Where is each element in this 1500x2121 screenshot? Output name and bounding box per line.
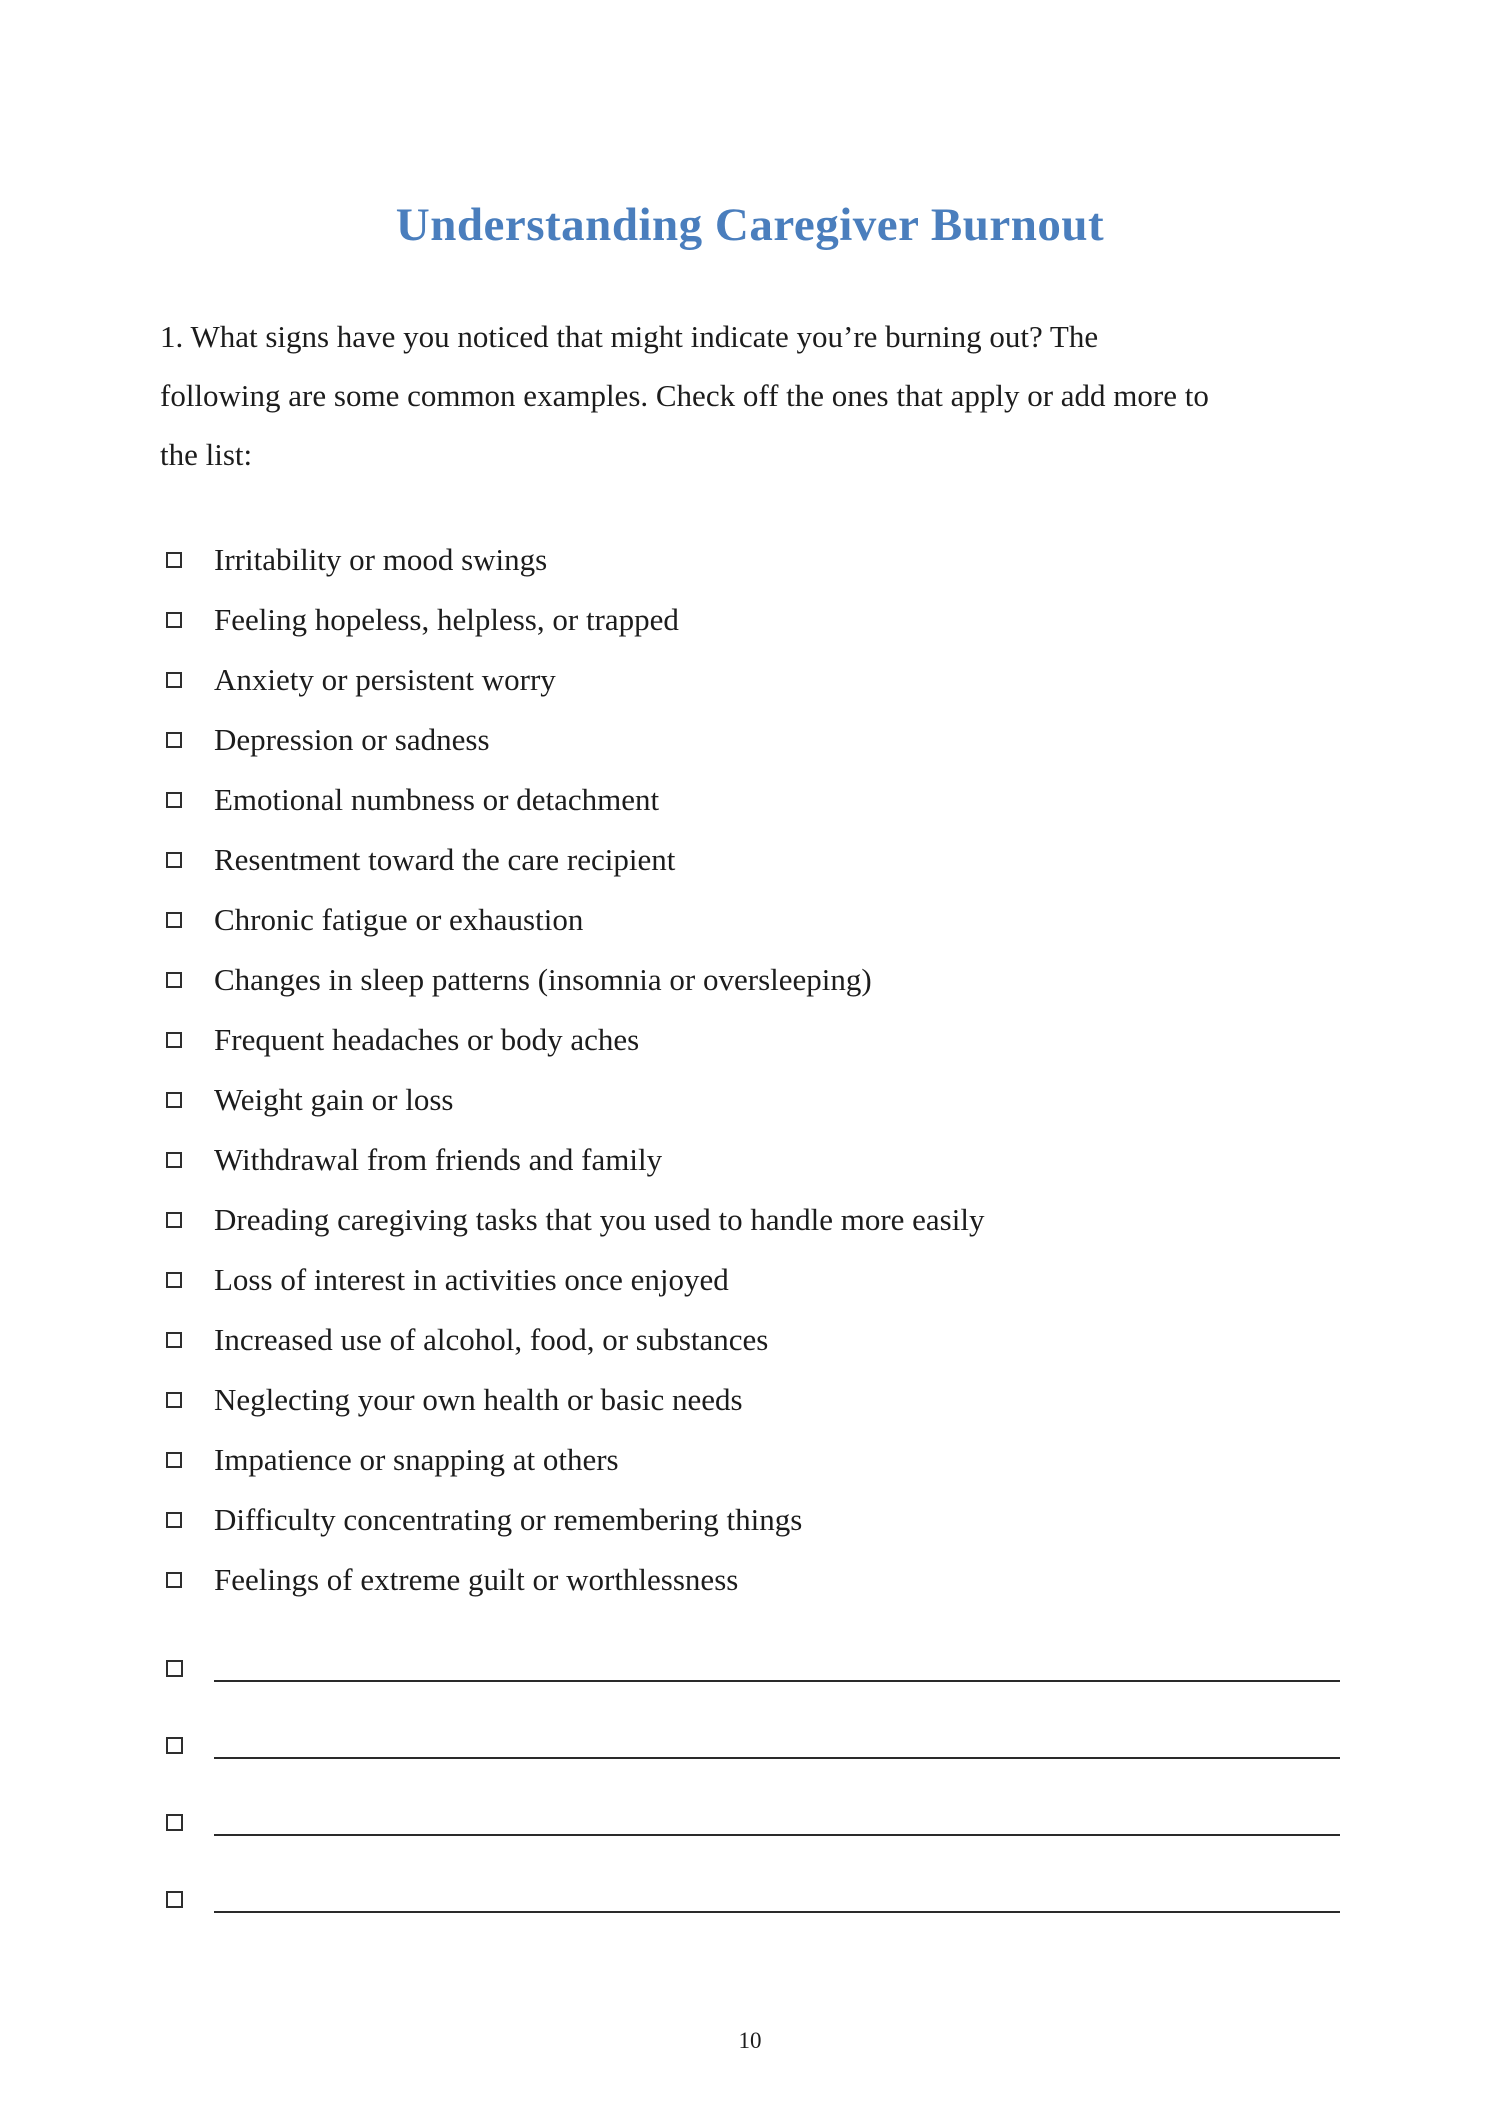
checkbox[interactable] — [166, 1452, 182, 1468]
checklist-item — [160, 1370, 1340, 1430]
checklist-item — [160, 530, 1340, 590]
checkbox[interactable] — [166, 1092, 182, 1108]
checkbox[interactable] — [166, 1737, 183, 1754]
checklist-item-label: Impatience or snapping at others — [214, 1442, 619, 1477]
checkbox[interactable] — [166, 1032, 182, 1048]
write-in-row — [160, 1707, 1340, 1784]
write-in-line[interactable] — [214, 1757, 1340, 1759]
checkbox[interactable] — [166, 792, 182, 808]
checklist-item-label: Anxiety or persistent worry — [214, 662, 556, 697]
checklist-item-label: Withdrawal from friends and family — [214, 1142, 663, 1177]
checklist-item — [160, 650, 1340, 710]
checkbox[interactable] — [166, 1814, 183, 1831]
checkbox[interactable] — [166, 1891, 183, 1908]
checklist-item — [160, 1130, 1340, 1190]
checkbox[interactable] — [166, 1392, 182, 1408]
checkbox[interactable] — [166, 1572, 182, 1588]
checklist-item — [160, 1310, 1340, 1370]
checklist-item-label: Feeling hopeless, helpless, or trapped — [214, 602, 679, 637]
checkbox[interactable] — [166, 552, 182, 568]
checklist-item-label: Changes in sleep patterns (insomnia or oversleeping) — [214, 962, 872, 997]
checklist-item-label: Chronic fatigue or exhaustion — [214, 902, 584, 937]
checkbox[interactable] — [166, 1660, 183, 1677]
write-in-section — [160, 1630, 1340, 1938]
write-in-row — [160, 1784, 1340, 1861]
checklist-item — [160, 1250, 1340, 1310]
write-in-line[interactable] — [214, 1680, 1340, 1682]
checklist-item-label: Weight gain or loss — [214, 1082, 454, 1117]
checklist-item-label: Irritability or mood swings — [214, 542, 548, 577]
checklist-item — [160, 770, 1340, 830]
checkbox[interactable] — [166, 1272, 182, 1288]
write-in-row — [160, 1630, 1340, 1707]
checklist-item — [160, 1430, 1340, 1490]
checklist-item-label: Dreading caregiving tasks that you used to handle more easily — [214, 1202, 985, 1237]
checklist-item — [160, 830, 1340, 890]
checkbox[interactable] — [166, 1332, 182, 1348]
page-number: 10 — [738, 2028, 762, 2053]
checkbox[interactable] — [166, 1152, 182, 1168]
checklist-item — [160, 590, 1340, 650]
checkbox[interactable] — [166, 972, 182, 988]
checklist-item — [160, 890, 1340, 950]
checklist-item — [160, 1010, 1340, 1070]
checklist-item-label: Feelings of extreme guilt or worthlessness — [214, 1562, 739, 1597]
checklist-item — [160, 1550, 1340, 1610]
checklist-item — [160, 1070, 1340, 1130]
checklist-item-label: Emotional numbness or detachment — [214, 782, 660, 817]
checkbox[interactable] — [166, 1512, 182, 1528]
checklist-item-label: Resentment toward the care recipient — [214, 842, 676, 877]
checkbox[interactable] — [166, 672, 182, 688]
write-in-line[interactable] — [214, 1834, 1340, 1836]
checklist-item — [160, 710, 1340, 770]
checklist-item-label: Depression or sadness — [214, 722, 490, 757]
checklist-item — [160, 1490, 1340, 1550]
checklist-item-label: Difficulty concentrating or remembering things — [214, 1502, 803, 1537]
checklist-item — [160, 950, 1340, 1010]
checkbox[interactable] — [166, 612, 182, 628]
burnout-signs-checklist — [160, 530, 1340, 1610]
write-in-line[interactable] — [214, 1911, 1340, 1913]
checklist-item-label: Neglecting your own health or basic needs — [214, 1382, 743, 1417]
checklist-item — [160, 1190, 1340, 1250]
checkbox[interactable] — [166, 732, 182, 748]
write-in-row — [160, 1861, 1340, 1938]
checkbox[interactable] — [166, 912, 182, 928]
checkbox[interactable] — [166, 852, 182, 868]
checklist-item-label: Loss of interest in activities once enjoyed — [214, 1262, 729, 1297]
checklist-item-label: Increased use of alcohol, food, or substances — [214, 1322, 769, 1357]
page-title: Understanding Caregiver Burnout — [395, 199, 1105, 251]
checkbox[interactable] — [166, 1212, 182, 1228]
checklist-item-label: Frequent headaches or body aches — [214, 1022, 640, 1057]
question-text: 1. What signs have you noticed that might indicate you’re burning out? The following are some common examples. Check off the ones that apply or add more to the list: — [160, 319, 1209, 472]
